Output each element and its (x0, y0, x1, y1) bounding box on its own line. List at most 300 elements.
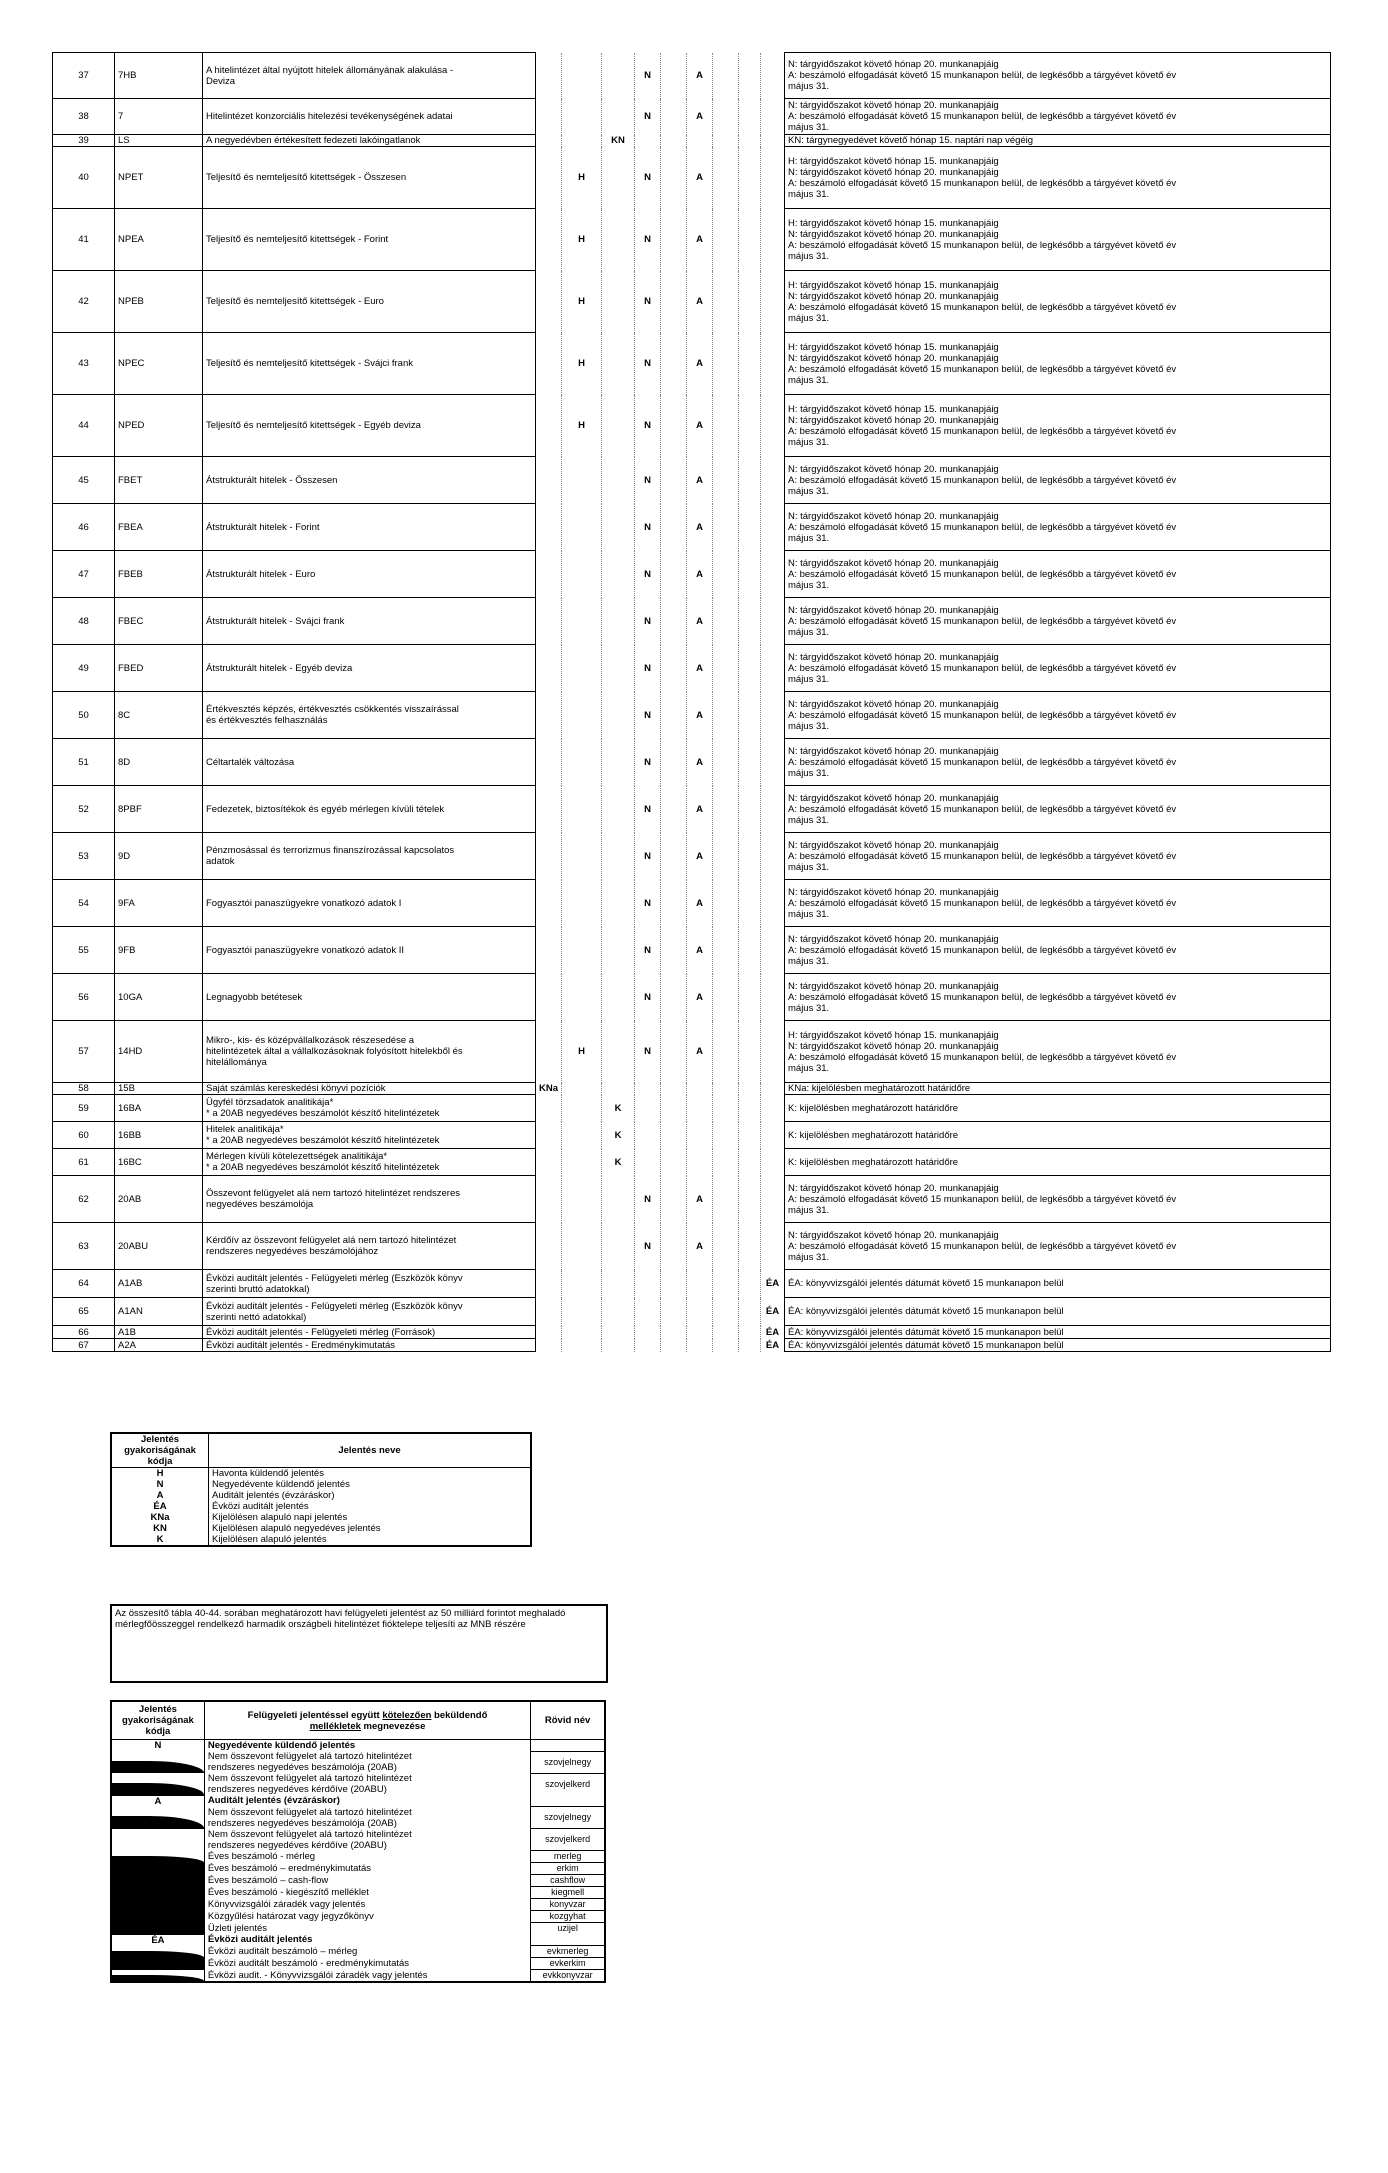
report-name: Évközi auditált jelentés - Felügyeleti mérleg (Források) (203, 1326, 536, 1339)
report-name: Mikro-, kis- és középvállalkozások részesedése a hitelintézetek által a vállalkozásoknak folyósított hitelekből és hitelállománya (203, 1021, 536, 1083)
frequency-cell (602, 833, 635, 880)
frequency-cell (713, 271, 739, 333)
report-name: Összevont felügyelet alá nem tartozó hitelintézet rendszeres negyedéves beszámolója (203, 1176, 536, 1223)
legend-row (111, 1490, 531, 1501)
frequency-cell (661, 598, 687, 645)
frequency-cell (635, 1149, 661, 1176)
frequency-cell (536, 1270, 562, 1298)
report-name: Teljesítő és nemteljesítő kitettségek - Forint (203, 209, 536, 271)
deadline-text: K: kijelölésben meghatározott határidőre (785, 1149, 1331, 1176)
frequency-cell (761, 271, 785, 333)
frequency-cell (661, 692, 687, 739)
deadline-text: N: tárgyidőszakot követő hónap 20. munkanapjáig A: beszámoló elfogadását követő 15 munkanapon belül, de legkésőbb a tárgyévet követő év május 31. (785, 786, 1331, 833)
frequency-cell (536, 551, 562, 598)
deadline-text: KNa: kijelölésben meghatározott határidőre (785, 1083, 1331, 1095)
attach-section-code: A (111, 1795, 204, 1807)
attach-item-row (111, 1875, 605, 1887)
attach-item-row (111, 1807, 605, 1829)
frequency-cell (687, 692, 713, 739)
frequency-cell (687, 1021, 713, 1083)
row-number: 62 (53, 1176, 115, 1223)
frequency-cell (661, 1176, 687, 1223)
frequency-cell (739, 739, 761, 786)
report-name: Hitelintézet konzorciális hitelezési tevékenységének adatai (203, 99, 536, 135)
report-code: 20ABU (115, 1223, 203, 1270)
frequency-marker: A (696, 709, 703, 721)
row-number: 67 (53, 1339, 115, 1352)
report-row (53, 1223, 1331, 1270)
frequency-marker: A (696, 991, 703, 1003)
marker-wave (112, 1951, 204, 1958)
attach-marker (111, 1829, 204, 1851)
frequency-cell (687, 1223, 713, 1270)
frequency-cell (602, 1095, 635, 1122)
frequency-cell (687, 135, 713, 147)
frequency-cell (536, 1339, 562, 1352)
report-code: 8D (115, 739, 203, 786)
frequency-cell (661, 645, 687, 692)
report-row (53, 395, 1331, 457)
frequency-cell (562, 457, 602, 504)
deadline-text: N: tárgyidőszakot követő hónap 20. munkanapjáig A: beszámoló elfogadását követő 15 munkanapon belül, de legkésőbb a tárgyévet követő év május 31. (785, 833, 1331, 880)
legend-name: Kijelölésen alapuló jelentés (209, 1534, 532, 1546)
frequency-cell (761, 1270, 785, 1298)
attach-short-name (531, 1934, 605, 1946)
attach-marker (111, 1970, 204, 1983)
frequency-marker: A (696, 234, 703, 245)
row-number: 48 (53, 598, 115, 645)
footnote-box: Az összesítő tábla 40-44. sorában meghatározott havi felügyeleti jelentést az 50 milliárd forintot meghaladó mérlegfőösszeggel rendelkező harmadik országbeli hitelintézet fióktelepe teljesíti az MNB részére (110, 1604, 608, 1683)
report-row (53, 209, 1331, 271)
frequency-marker: N (644, 70, 651, 81)
frequency-marker: A (696, 615, 703, 627)
frequency-cell (761, 135, 785, 147)
report-row (53, 1298, 1331, 1326)
frequency-cell (536, 504, 562, 551)
frequency-cell (602, 504, 635, 551)
frequency-cell (602, 53, 635, 99)
attach-short-name: szovjelnegy (531, 1751, 605, 1773)
attach-short-name: szovjelkerd (531, 1829, 605, 1851)
frequency-cell (661, 1326, 687, 1339)
report-row (53, 974, 1331, 1021)
report-code: 15B (115, 1083, 203, 1095)
frequency-cell (761, 551, 785, 598)
deadline-text: KN: tárgynegyedévet követő hónap 15. naptári nap végéig (785, 135, 1331, 147)
frequency-cell (562, 271, 602, 333)
frequency-cell (602, 99, 635, 135)
deadline-text: N: tárgyidőszakot követő hónap 20. munkanapjáig A: beszámoló elfogadását követő 15 munkanapon belül, de legkésőbb a tárgyévet követő év május 31. (785, 551, 1331, 598)
frequency-cell (562, 333, 602, 395)
frequency-cell (713, 880, 739, 927)
marker-wave (112, 1975, 204, 1981)
attach-item-row (111, 1958, 605, 1970)
frequency-cell (536, 645, 562, 692)
report-name: Fogyasztói panaszügyekre vonatkozó adatok I (203, 880, 536, 927)
row-number: 61 (53, 1149, 115, 1176)
report-code: 7HB (115, 53, 203, 99)
report-row (53, 135, 1331, 147)
frequency-cell (713, 1298, 739, 1326)
frequency-cell (661, 504, 687, 551)
frequency-cell (661, 271, 687, 333)
frequency-cell (562, 739, 602, 786)
frequency-marker: KNa (538, 1083, 558, 1094)
frequency-cell (687, 209, 713, 271)
deadline-text: ÉA: könyvvizsgálói jelentés dátumát követő 15 munkanapon belül (785, 1339, 1331, 1352)
frequency-cell (635, 880, 661, 927)
frequency-cell (536, 1021, 562, 1083)
legend-code: KN (111, 1523, 209, 1534)
frequency-cell (687, 1326, 713, 1339)
frequency-cell (713, 53, 739, 99)
frequency-cell (635, 1270, 661, 1298)
frequency-marker: A (696, 358, 703, 369)
frequency-cell (713, 99, 739, 135)
frequency-cell (713, 1339, 739, 1352)
frequency-cell (602, 1223, 635, 1270)
attach-marker (111, 1807, 204, 1829)
frequency-cell (635, 457, 661, 504)
frequency-cell (761, 1122, 785, 1149)
report-code: NPED (115, 395, 203, 457)
report-name: Átstrukturált hitelek - Egyéb deviza (203, 645, 536, 692)
frequency-marker: A (696, 1240, 703, 1252)
attach-item-row (111, 1829, 605, 1851)
attach-item-name: Nem összevont felügyelet alá tartozó hitelintézet rendszeres negyedéves kérdőíve (20ABU) (204, 1773, 530, 1795)
attach-item-row (111, 1911, 605, 1923)
attach-short-name: uzijel (531, 1923, 605, 1935)
report-name: Kérdőív az összevont felügyelet alá nem tartozó hitelintézet rendszeres negyedéves beszámolójához (203, 1223, 536, 1270)
frequency-cell (761, 1176, 785, 1223)
attach-item-name: Éves beszámoló – eredménykimutatás (204, 1863, 530, 1875)
frequency-cell (761, 880, 785, 927)
attach-item-name: Nem összevont felügyelet alá tartozó hitelintézet rendszeres negyedéves beszámolója (20AB) (204, 1807, 530, 1829)
frequency-cell (635, 1021, 661, 1083)
attach-marker (111, 1958, 204, 1970)
deadline-text: H: tárgyidőszakot követő hónap 15. munkanapjáig N: tárgyidőszakot követő hónap 20. munkanapjáig A: beszámoló elfogadását követő 15 munkanapon belül, de legkésőbb a tárgyévet követő év május 31. (785, 147, 1331, 209)
frequency-cell (761, 739, 785, 786)
frequency-cell (635, 1339, 661, 1352)
row-number: 56 (53, 974, 115, 1021)
frequency-cell (713, 1095, 739, 1122)
frequency-cell (713, 1326, 739, 1339)
frequency-cell (713, 1176, 739, 1223)
frequency-cell (536, 598, 562, 645)
row-number: 63 (53, 1223, 115, 1270)
report-code: NPEC (115, 333, 203, 395)
report-row (53, 1270, 1331, 1298)
report-row (53, 1083, 1331, 1095)
frequency-cell (761, 598, 785, 645)
frequency-cell (713, 457, 739, 504)
attach-short-name: szovjelnegy (531, 1807, 605, 1829)
frequency-cell (687, 927, 713, 974)
frequency-cell (602, 457, 635, 504)
frequency-cell (687, 645, 713, 692)
marker-wave (112, 1816, 204, 1828)
row-number: 58 (53, 1083, 115, 1095)
frequency-cell (739, 1083, 761, 1095)
marker-wave (112, 1761, 204, 1773)
attach-short-name: erkim (531, 1863, 605, 1875)
frequency-cell (687, 147, 713, 209)
marker-wave (112, 1856, 204, 1863)
frequency-cell (713, 504, 739, 551)
frequency-cell (602, 333, 635, 395)
report-name: Értékvesztés képzés, értékvesztés csökkentés visszaírással és értékvesztés felhasználás (203, 692, 536, 739)
report-row (53, 504, 1331, 551)
frequency-cell (739, 135, 761, 147)
frequency-cell (761, 833, 785, 880)
deadline-text: N: tárgyidőszakot követő hónap 20. munkanapjáig A: beszámoló elfogadását követő 15 munkanapon belül, de legkésőbb a tárgyévet követő év május 31. (785, 598, 1331, 645)
frequency-cell (713, 598, 739, 645)
report-code: 8C (115, 692, 203, 739)
frequency-cell (661, 135, 687, 147)
deadline-text: N: tárgyidőszakot követő hónap 20. munkanapjáig A: beszámoló elfogadását követő 15 munkanapon belül, de legkésőbb a tárgyévet követő év május 31. (785, 1223, 1331, 1270)
frequency-cell (713, 1021, 739, 1083)
frequency-marker: H (578, 296, 585, 307)
legend-name: Kijelölésen alapuló napi jelentés (209, 1512, 532, 1523)
frequency-cell (536, 974, 562, 1021)
frequency-cell (602, 1270, 635, 1298)
row-number: 37 (53, 53, 115, 99)
frequency-cell (739, 598, 761, 645)
attach-section-code: N (111, 1740, 204, 1752)
frequency-cell (602, 551, 635, 598)
frequency-cell (562, 1083, 602, 1095)
frequency-cell (661, 1270, 687, 1298)
frequency-cell (562, 1326, 602, 1339)
report-name: Hitelek analitikája* * a 20AB negyedéves beszámolót készítő hitelintézetek (203, 1122, 536, 1149)
frequency-cell (713, 1083, 739, 1095)
frequency-cell (635, 53, 661, 99)
report-name: Fedezetek, biztosítékok és egyéb mérlegen kívüli tételek (203, 786, 536, 833)
frequency-marker: A (696, 474, 703, 486)
frequency-cell (602, 1339, 635, 1352)
frequency-cell (661, 1223, 687, 1270)
frequency-cell (661, 457, 687, 504)
attach-item-name: Évközi auditált beszámoló – mérleg (204, 1946, 530, 1958)
frequency-cell (761, 692, 785, 739)
frequency-cell (562, 645, 602, 692)
deadline-text: H: tárgyidőszakot követő hónap 15. munkanapjáig N: tárgyidőszakot követő hónap 20. munkanapjáig A: beszámoló elfogadását követő 15 munkanapon belül, de legkésőbb a tárgyévet követő év május 31. (785, 271, 1331, 333)
report-row (53, 739, 1331, 786)
attach-item-name: Éves beszámoló - mérleg (204, 1851, 530, 1863)
deadline-text: N: tárgyidőszakot követő hónap 20. munkanapjáig A: beszámoló elfogadását követő 15 munkanapon belül, de legkésőbb a tárgyévet követő év május 31. (785, 645, 1331, 692)
frequency-cell (661, 333, 687, 395)
frequency-cell (635, 1083, 661, 1095)
marker-fill (112, 1958, 204, 1970)
frequency-cell (761, 457, 785, 504)
frequency-cell (562, 504, 602, 551)
frequency-cell (635, 333, 661, 395)
frequency-cell (713, 135, 739, 147)
frequency-cell (635, 1298, 661, 1326)
frequency-cell (635, 1095, 661, 1122)
row-number: 41 (53, 209, 115, 271)
frequency-cell (602, 271, 635, 333)
frequency-marker: A (696, 850, 703, 862)
frequency-cell (562, 927, 602, 974)
attach-short-name: konyvzar (531, 1899, 605, 1911)
frequency-cell (687, 786, 713, 833)
report-name: Legnagyobb betétesek (203, 974, 536, 1021)
frequency-marker: N (644, 420, 651, 431)
frequency-cell (562, 786, 602, 833)
frequency-cell (661, 1339, 687, 1352)
frequency-cell (562, 395, 602, 457)
frequency-cell (687, 1176, 713, 1223)
attach-short-name: evkmerleg (531, 1946, 605, 1958)
frequency-cell (536, 1176, 562, 1223)
frequency-marker: N (644, 615, 651, 627)
row-number: 53 (53, 833, 115, 880)
frequency-cell (687, 833, 713, 880)
report-row (53, 692, 1331, 739)
report-name: Fogyasztói panaszügyekre vonatkozó adatok II (203, 927, 536, 974)
deadline-text: K: kijelölésben meghatározott határidőre (785, 1122, 1331, 1149)
row-number: 43 (53, 333, 115, 395)
frequency-cell (562, 833, 602, 880)
report-row (53, 645, 1331, 692)
frequency-cell (761, 99, 785, 135)
frequency-cell (602, 1298, 635, 1326)
frequency-marker: A (696, 172, 703, 183)
report-name: A negyedévben értékesített fedezeti lakóingatlanok (203, 135, 536, 147)
frequency-cell (739, 1176, 761, 1223)
frequency-marker: H (578, 234, 585, 245)
frequency-cell (602, 598, 635, 645)
frequency-cell (761, 1149, 785, 1176)
frequency-cell (536, 692, 562, 739)
frequency-cell (739, 974, 761, 1021)
frequency-cell (713, 209, 739, 271)
legend-code: N (111, 1479, 209, 1490)
frequency-cell (687, 598, 713, 645)
frequency-cell (739, 551, 761, 598)
frequency-cell (739, 99, 761, 135)
frequency-cell (761, 53, 785, 99)
attach-marker (111, 1851, 204, 1863)
row-number: 42 (53, 271, 115, 333)
frequency-cell (713, 833, 739, 880)
frequency-marker: A (696, 662, 703, 674)
report-name: Céltartalék változása (203, 739, 536, 786)
deadline-text: H: tárgyidőszakot követő hónap 15. munkanapjáig N: tárgyidőszakot követő hónap 20. munkanapjáig A: beszámoló elfogadását követő 15 munkanapon belül, de legkésőbb a tárgyévet követő év május 31. (785, 209, 1331, 271)
report-row (53, 1021, 1331, 1083)
frequency-cell (635, 209, 661, 271)
report-code: NPEB (115, 271, 203, 333)
report-row (53, 457, 1331, 504)
row-number: 47 (53, 551, 115, 598)
frequency-cell (562, 551, 602, 598)
frequency-cell (713, 974, 739, 1021)
frequency-cell (661, 1298, 687, 1326)
legend-name: Évközi auditált jelentés (209, 1501, 532, 1512)
frequency-cell (562, 53, 602, 99)
frequency-cell (761, 209, 785, 271)
frequency-cell (562, 147, 602, 209)
attach-item-row (111, 1863, 605, 1875)
frequency-cell (661, 974, 687, 1021)
frequency-marker: ÉA (765, 1278, 780, 1289)
attach-header-name: Felügyeleti jelentéssel együtt kötelezően beküldendő mellékletek megnevezése (204, 1701, 530, 1740)
attach-short-name: kiegmell (531, 1887, 605, 1899)
frequency-cell (562, 99, 602, 135)
frequency-cell (602, 1021, 635, 1083)
frequency-marker: A (696, 296, 703, 307)
report-name: Mérlegen kívüli kötelezettségek analitikája* * a 20AB negyedéves beszámolót készítő hitelintézetek (203, 1149, 536, 1176)
frequency-cell (602, 786, 635, 833)
frequency-cell (739, 1270, 761, 1298)
frequency-cell (687, 99, 713, 135)
attach-marker (111, 1773, 204, 1795)
deadline-text: H: tárgyidőszakot követő hónap 15. munkanapjáig N: tárgyidőszakot követő hónap 20. munkanapjáig A: beszámoló elfogadását követő 15 munkanapon belül, de legkésőbb a tárgyévet követő év május 31. (785, 1021, 1331, 1083)
frequency-marker: A (696, 521, 703, 533)
frequency-marker: A (696, 111, 703, 122)
report-row (53, 1339, 1331, 1352)
frequency-cell (713, 645, 739, 692)
frequency-cell (687, 333, 713, 395)
legend-row (111, 1523, 531, 1534)
frequency-cell (536, 880, 562, 927)
report-code: FBEC (115, 598, 203, 645)
frequency-cell (687, 974, 713, 1021)
legend-name: Kijelölésen alapuló negyedéves jelentés (209, 1523, 532, 1534)
frequency-cell (536, 1122, 562, 1149)
frequency-cell (562, 1339, 602, 1352)
frequency-cell (687, 1298, 713, 1326)
row-number: 59 (53, 1095, 115, 1122)
frequency-marker: N (644, 756, 651, 768)
attach-item-name: Évközi auditált beszámoló - eredménykimutatás (204, 1958, 530, 1970)
deadline-text: ÉA: könyvvizsgálói jelentés dátumát követő 15 munkanapon belül (785, 1298, 1331, 1326)
row-number: 51 (53, 739, 115, 786)
frequency-cell (661, 1095, 687, 1122)
report-row (53, 1122, 1331, 1149)
report-code: 16BB (115, 1122, 203, 1149)
report-name: Átstrukturált hitelek - Euro (203, 551, 536, 598)
attach-item-name: Évközi audit. - Könyvvizsgálói záradék vagy jelentés (204, 1970, 530, 1983)
frequency-cell (713, 786, 739, 833)
marker-fill (112, 1887, 204, 1899)
frequency-cell (635, 504, 661, 551)
frequency-marker: N (644, 474, 651, 486)
frequency-cell (687, 1122, 713, 1149)
attachments-table (110, 1700, 606, 1983)
deadline-text: N: tárgyidőszakot követő hónap 20. munkanapjáig A: beszámoló elfogadását követő 15 munkanapon belül, de legkésőbb a tárgyévet követő év május 31. (785, 974, 1331, 1021)
frequency-cell (687, 739, 713, 786)
frequency-cell (687, 1149, 713, 1176)
attach-marker (111, 1899, 204, 1911)
attach-item-row (111, 1751, 605, 1773)
frequency-cell (739, 786, 761, 833)
frequency-marker: N (644, 803, 651, 815)
frequency-marker: A (696, 897, 703, 909)
frequency-cell (635, 739, 661, 786)
frequency-cell (536, 1326, 562, 1339)
frequency-cell (536, 786, 562, 833)
frequency-marker: N (644, 944, 651, 956)
marker-fill (112, 1863, 204, 1875)
frequency-cell (562, 1223, 602, 1270)
frequency-cell (635, 271, 661, 333)
frequency-cell (739, 1339, 761, 1352)
attach-short-name: kozgyhat (531, 1911, 605, 1923)
frequency-cell (713, 395, 739, 457)
frequency-cell (761, 333, 785, 395)
